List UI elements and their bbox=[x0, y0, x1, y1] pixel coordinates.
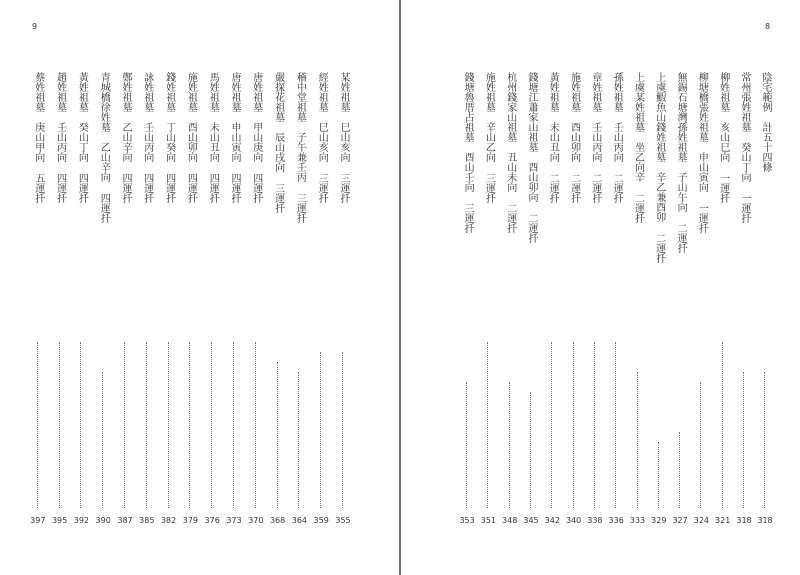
toc-entry-left bbox=[71, 72, 91, 532]
toc-entry-page-number: 342 bbox=[544, 516, 560, 525]
toc-entry-left bbox=[159, 72, 179, 532]
toc-entry-title: 施姓祖墓 辛山乙向 三運扦 bbox=[483, 72, 495, 203]
dotted-leader bbox=[168, 342, 169, 508]
toc-entry-title: 馬姓祖墓 未山丑向 四運扦 bbox=[207, 72, 219, 203]
toc-entry-page-number: 318 bbox=[757, 516, 773, 525]
toc-entry-page-number: 370 bbox=[248, 516, 264, 525]
toc-entry-left bbox=[28, 72, 48, 532]
toc-entry-title: 柳塘橋張姓祖墓 申山寅向 一運扦 bbox=[696, 72, 708, 233]
toc-entry-page-number: 392 bbox=[73, 516, 90, 525]
toc-entry-page-number: 373 bbox=[226, 516, 242, 525]
toc-entry-page-number: 351 bbox=[480, 516, 497, 525]
dotted-leader bbox=[487, 342, 488, 508]
dotted-leader bbox=[124, 342, 125, 508]
toc-entry-title: 經姓祖墓 巳山亥向 三運扦 bbox=[316, 72, 328, 203]
dotted-leader bbox=[743, 372, 744, 508]
toc-entry-right bbox=[564, 72, 584, 532]
toc-entry-left bbox=[180, 72, 200, 532]
toc-entry-right bbox=[478, 72, 498, 532]
toc-entry-left bbox=[50, 72, 70, 532]
dotted-leader bbox=[466, 382, 467, 508]
toc-entry-right bbox=[500, 72, 520, 532]
dotted-leader bbox=[59, 342, 60, 508]
dotted-leader bbox=[102, 372, 103, 508]
toc-entry-right bbox=[521, 72, 541, 532]
toc-entry-title: 唐姓祖墓 申山寅向 四運扦 bbox=[229, 72, 240, 203]
toc-entry-left bbox=[93, 72, 113, 532]
dotted-leader bbox=[509, 382, 510, 508]
toc-entry-right bbox=[649, 72, 669, 532]
toc-entry-page-number: 382 bbox=[160, 516, 177, 525]
dotted-leader bbox=[211, 342, 212, 508]
dotted-leader bbox=[573, 342, 574, 508]
toc-entry-title: 柳姓祖墓 亥山巳向 一運扦 bbox=[717, 72, 729, 203]
toc-entry-page-number: 355 bbox=[335, 516, 351, 525]
toc-entry-left bbox=[246, 72, 266, 532]
toc-entry-right bbox=[670, 72, 690, 532]
dotted-leader bbox=[615, 342, 616, 508]
toc-entry-left bbox=[333, 72, 353, 532]
toc-entry-right bbox=[713, 72, 733, 532]
dotted-leader bbox=[722, 342, 723, 508]
page-number-right: 8 bbox=[765, 22, 771, 31]
toc-entry-title: 趙姓祖墓 壬山丙向 四運扦 bbox=[54, 72, 66, 203]
toc-entry-title: 嚴探花祖墓 辰山戌向 三運扦 bbox=[272, 72, 284, 213]
dotted-leader bbox=[530, 392, 531, 508]
toc-entry-left bbox=[202, 72, 222, 532]
toc-entry-page-number: 368 bbox=[269, 516, 286, 525]
toc-entry-title: 上虞某姓祖墓 坐乙向辛 二運扦 bbox=[632, 72, 644, 223]
toc-entry-right bbox=[585, 72, 605, 532]
dotted-leader bbox=[551, 342, 552, 508]
toc-entry-right bbox=[457, 72, 477, 532]
toc-entry-right bbox=[542, 72, 562, 532]
toc-entry-title: 蔡姓祖墓 庚山甲向 五運扦 bbox=[32, 72, 44, 203]
toc-entry-title: 上虞鰕魚山錢姓祖墓 辛乙兼酉卯 二運扦 bbox=[653, 72, 665, 263]
toc-entry-title: 施姓祖墓 酉山卯向 四運扦 bbox=[185, 72, 197, 203]
toc-entry-title: 杭州錢家山祖墓 丑山未向 二運扦 bbox=[504, 72, 516, 233]
toc-entry-right bbox=[628, 72, 648, 532]
toc-entry-page-number: 321 bbox=[715, 516, 731, 525]
toc-entry-title: 鄭姓祖墓 乙山辛向 四運扦 bbox=[120, 72, 131, 203]
toc-entry-title: 錢塘魯厝占祖墓 酉山壬向 三運扦 bbox=[462, 72, 474, 233]
toc-entry-title: 無錫石塘灣孫姓祖墓 子山午向 二運扦 bbox=[675, 72, 687, 253]
toc-entry-right bbox=[734, 72, 754, 532]
toc-entry-page-number: 376 bbox=[204, 516, 220, 525]
dotted-leader bbox=[594, 342, 595, 508]
toc-entry-title: 錢塘江蕭家山祖墓 酉山卯向 二運扦 bbox=[526, 72, 537, 243]
dotted-leader bbox=[189, 342, 190, 508]
toc-entry-title: 黃姓祖墓 未山丑向 二運扦 bbox=[547, 72, 559, 203]
toc-entry-title: 章姓祖墓 壬山丙向 二運扦 bbox=[589, 72, 601, 203]
toc-entry-left bbox=[224, 72, 244, 532]
toc-entry-page-number: 385 bbox=[139, 516, 155, 525]
toc-entry-right bbox=[691, 72, 711, 532]
dotted-leader bbox=[637, 372, 638, 508]
toc-entry-page-number: 329 bbox=[651, 516, 667, 525]
toc-entry-title: 青城橋徐姓墓 乙山辛向 四運扦 bbox=[98, 72, 110, 223]
left-page bbox=[0, 0, 399, 575]
toc-entry-page-number: 359 bbox=[313, 516, 329, 525]
toc-entry-page-number: 348 bbox=[502, 516, 518, 525]
toc-entry-title: 某姓祖墓 巳山亥向 三運扦 bbox=[338, 72, 349, 203]
toc-entry-title: 常州張姓祖墓 癸山丁向 一運扦 bbox=[739, 72, 750, 223]
dotted-leader bbox=[233, 342, 234, 508]
toc-entry-title: 詠姓祖墓 壬山丙向 四運扦 bbox=[141, 72, 153, 203]
dotted-leader bbox=[298, 372, 299, 508]
toc-entry-page-number: 387 bbox=[117, 516, 133, 525]
dotted-leader bbox=[37, 342, 38, 508]
toc-entry-title: 稽中堂祖墓 子午兼壬丙 三運扦 bbox=[294, 72, 306, 223]
toc-entry-page-number: 333 bbox=[629, 516, 646, 525]
page-number-left: 9 bbox=[32, 22, 38, 31]
toc-heading bbox=[755, 72, 775, 532]
toc-entry-title: 施姓祖墓 酉山卯向 二運扦 bbox=[568, 72, 580, 203]
dotted-leader bbox=[146, 342, 147, 508]
toc-entry-title: 陰宅範例 計五十四條 bbox=[760, 72, 771, 172]
toc-entry-page-number: 338 bbox=[587, 516, 603, 525]
toc-entry-page-number: 390 bbox=[95, 516, 111, 525]
toc-entry-title: 唐姓祖墓 甲山庚向 四運扦 bbox=[250, 72, 262, 203]
dotted-leader bbox=[277, 362, 278, 508]
dotted-leader bbox=[764, 372, 765, 508]
dotted-leader bbox=[80, 342, 81, 508]
toc-entry-page-number: 397 bbox=[30, 516, 46, 525]
toc-entry-right bbox=[606, 72, 626, 532]
toc-entry-left bbox=[137, 72, 157, 532]
toc-entry-page-number: 318 bbox=[736, 516, 752, 525]
toc-entry-title: 錢姓祖墓 丁山癸向 四運扦 bbox=[163, 72, 175, 203]
dotted-leader bbox=[679, 432, 680, 508]
dotted-leader bbox=[658, 442, 659, 508]
toc-entry-left bbox=[289, 72, 309, 532]
toc-entry-page-number: 364 bbox=[291, 516, 308, 525]
toc-entry-page-number: 345 bbox=[523, 516, 539, 525]
toc-entry-page-number: 340 bbox=[565, 516, 582, 525]
dotted-leader bbox=[700, 382, 701, 508]
toc-entry-left bbox=[115, 72, 135, 532]
toc-entry-page-number: 336 bbox=[608, 516, 624, 525]
toc-entry-page-number: 379 bbox=[182, 516, 199, 525]
right-page bbox=[401, 0, 800, 575]
dotted-leader bbox=[255, 342, 256, 508]
toc-entry-page-number: 353 bbox=[459, 516, 475, 525]
toc-entry-page-number: 327 bbox=[672, 516, 688, 525]
toc-entry-title: 黃姓祖墓 癸山丁向 四運扦 bbox=[76, 72, 88, 203]
dotted-leader bbox=[342, 352, 343, 508]
toc-entry-left bbox=[311, 72, 331, 532]
dotted-leader bbox=[320, 352, 321, 508]
toc-entry-left bbox=[268, 72, 288, 532]
toc-entry-title: 孫姓祖墓 壬山丙向 二運扦 bbox=[611, 72, 623, 203]
toc-entry-page-number: 395 bbox=[51, 516, 68, 525]
toc-entry-page-number: 324 bbox=[693, 516, 710, 525]
